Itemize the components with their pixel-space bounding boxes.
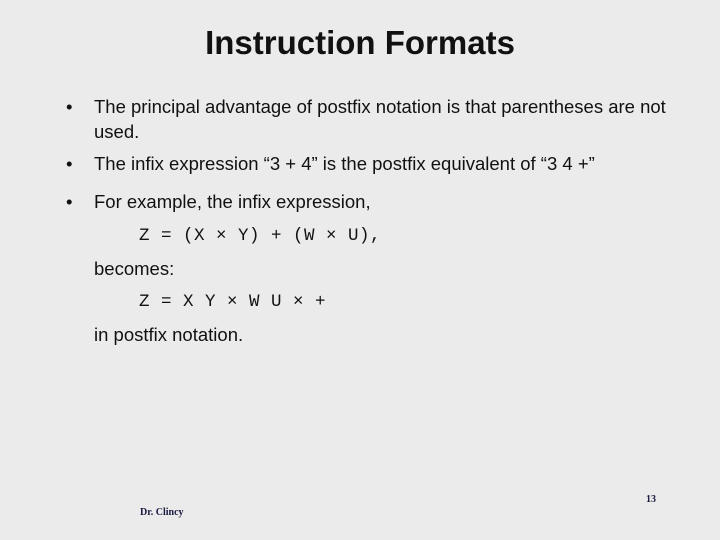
bullet-symbol: • (66, 96, 73, 117)
bullet-text: The infix expression “3 + 4” is the postfix equivalent of “3 4 +” (94, 153, 595, 174)
slide-title: Instruction Formats (205, 24, 515, 61)
page-number: 13 (646, 494, 656, 505)
postfix-expression-code: Z = X Y × W U × + (139, 292, 327, 312)
postfix-suffix-text: in postfix notation. (94, 324, 244, 345)
becomes-text: becomes: (94, 258, 175, 279)
bullet-symbol: • (66, 153, 73, 174)
bullet-symbol: • (66, 191, 73, 212)
bullet-text: For example, the infix expression, (94, 191, 371, 212)
bullet-text: The principal advantage of postfix notation is that parentheses are not used. (94, 96, 666, 142)
infix-expression-code: Z = (X × Y) + (W × U), (139, 226, 382, 246)
footer-author: Dr. Clincy (140, 507, 184, 518)
